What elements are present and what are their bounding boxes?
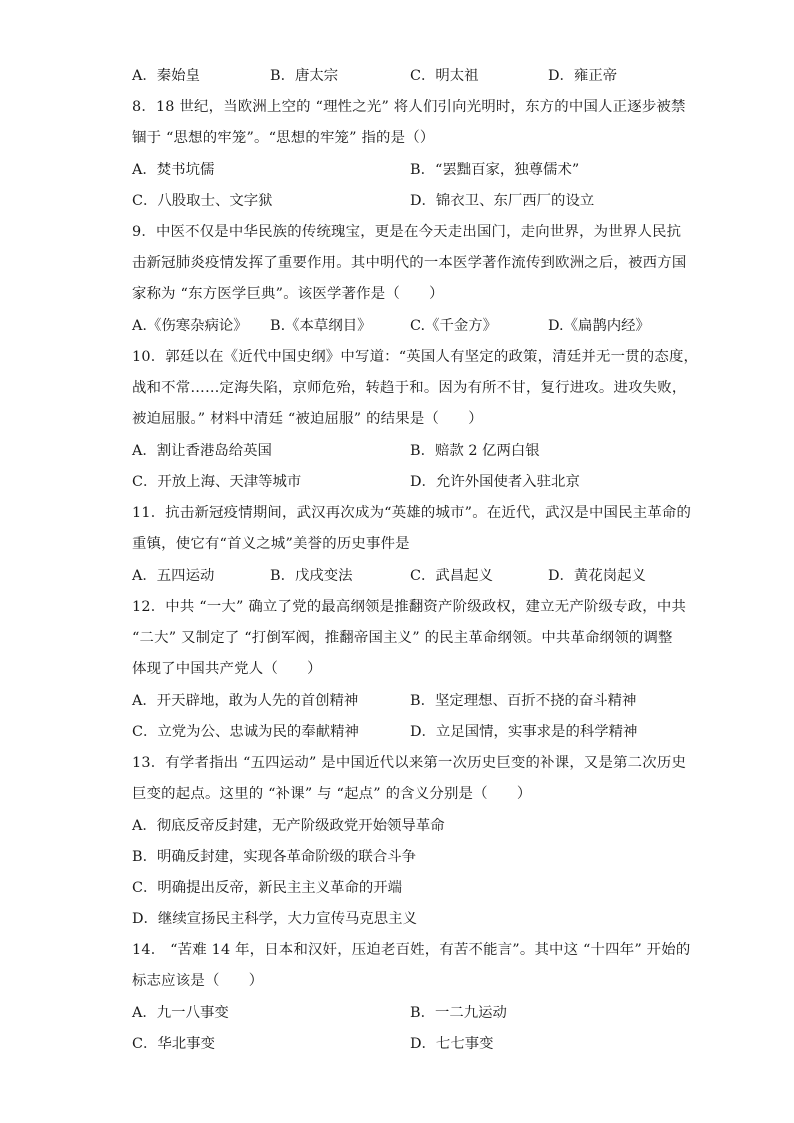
q10-option-d: D．允许外国使者入驻北京 <box>410 474 580 490</box>
q14-option-a: A．九一八事变 <box>132 1005 229 1021</box>
q11-option-a: A．五四运动 <box>132 568 215 584</box>
q13-option-c: C．明确提出反帝，新民主主义革命的开端 <box>132 880 403 896</box>
q11-option-b: B．戊戌变法 <box>270 568 353 584</box>
q12-option-d: D．立足国情，实事求是的科学精神 <box>410 724 638 740</box>
q9-stem-line-3: 家称为 “东方医学巨典”。该医学著作是（ ） <box>132 286 444 302</box>
q8-stem-line-1: 8．18 世纪，当欧洲上空的 “理性之光” 将人们引向光明时，东方的中国人正逐步被禁 <box>132 99 686 115</box>
q12-stem-line-1: 12．中共 “一大” 确立了党的最高纲领是推翻资产阶级政权，建立无产阶级专政，中共 <box>132 599 687 615</box>
q12-stem-line-3: 体现了中国共产党人（ ） <box>132 661 322 677</box>
q7-option-b: B．唐太宗 <box>270 68 339 84</box>
q14-option-b: B．一二九运动 <box>410 1005 507 1021</box>
q13-stem-line-2: 巨变的起点。这里的 “补课” 与 “起点” 的含义分别是（ ） <box>132 786 532 802</box>
q9-stem-line-2: 击新冠肺炎疫情发挥了重要作用。其中明代的一本医学著作流传到欧洲之后，被西方国 <box>132 255 687 271</box>
q12-stem-line-2: “二大” 又制定了 “打倒军阀，推翻帝国主义” 的民主革命纲领。中共革命纲领的调整 <box>132 630 673 646</box>
q12-option-a: A．开天辟地，敢为人先的首创精神 <box>132 693 359 709</box>
q14-option-d: D．七七事变 <box>410 1036 494 1052</box>
q7-option-a: A．秦始皇 <box>132 68 200 84</box>
q13-stem-line-1: 13．有学者指出 “五四运动” 是中国近代以来第一次历史巨变的补课，又是第二次历史 <box>132 755 687 771</box>
q9-option-a: A.《伤寒杂病论》 <box>132 318 248 334</box>
q11-option-c: C．武昌起义 <box>410 568 493 584</box>
q10-option-b: B．赔款 2 亿两白银 <box>410 443 540 459</box>
q13-option-a: A．彻底反帝反封建，无产阶级政党开始领导革命 <box>132 818 445 834</box>
q14-stem-line-2: 标志应该是（ ） <box>132 973 264 989</box>
q8-option-d: D．锦衣卫、东厂西厂的设立 <box>410 193 595 209</box>
q14-option-c: C．华北事变 <box>132 1036 215 1052</box>
q9-stem-line-1: 9．中医不仅是中华民族的传统瑰宝，更是在今天走出国门，走向世界，为世界人民抗 <box>132 224 682 240</box>
q12-option-c: C．立党为公、忠诚为民的奉献精神 <box>132 724 359 740</box>
q9-option-b: B.《本草纲目》 <box>270 318 372 334</box>
q7-option-c: C．明太祖 <box>410 68 479 84</box>
q11-stem-line-1: 11．抗击新冠疫情期间，武汉再次成为“英雄的城市”。在近代，武汉是中国民主革命的 <box>132 505 692 521</box>
q10-option-c: C．开放上海、天津等城市 <box>132 474 302 490</box>
q8-stem-line-2: 锢于 “思想的牢笼”。“思想的牢笼” 指的是（） <box>132 130 435 146</box>
q12-option-b: B．坚定理想、百折不挠的奋斗精神 <box>410 693 637 709</box>
q13-option-b: B．明确反封建，实现各革命阶级的联合斗争 <box>132 849 416 865</box>
q10-option-a: A．割让香港岛给英国 <box>132 443 272 459</box>
q13-option-d: D．继续宣扬民主科学，大力宣传马克思主义 <box>132 911 417 927</box>
q11-option-d: D．黄花岗起义 <box>548 568 646 584</box>
q8-option-b: B．“罢黜百家，独尊儒术” <box>410 162 580 178</box>
q11-stem-line-2: 重镇，使它有“首义之城”美誉的历史事件是 <box>132 536 410 552</box>
q14-stem-line-1: 14． “苦难 14 年，日本和汉奸，压迫老百姓，有苦不能言”。其中这 “十四年” 开始的 <box>132 942 691 958</box>
q9-option-c: C.《千金方》 <box>410 318 498 334</box>
q10-stem-line-2: 战和不常……定海失陷，京师危殆，转趋于和。因为有所不甘，复行进攻。进攻失败， <box>132 380 687 396</box>
q10-stem-line-1: 10．郭廷以在《近代中国史纲》中写道：“英国人有坚定的政策，清廷并无一贯的态度， <box>132 349 699 365</box>
q9-option-d: D.《扁鹊内经》 <box>548 318 650 334</box>
q7-option-d: D．雍正帝 <box>548 68 618 84</box>
q8-option-c: C．八股取士、文字狱 <box>132 193 273 209</box>
q8-option-a: A．焚书坑儒 <box>132 162 215 178</box>
q10-stem-line-3: 被迫屈服。” 材料中清廷 “被迫屈服” 的结果是（ ） <box>132 411 483 427</box>
